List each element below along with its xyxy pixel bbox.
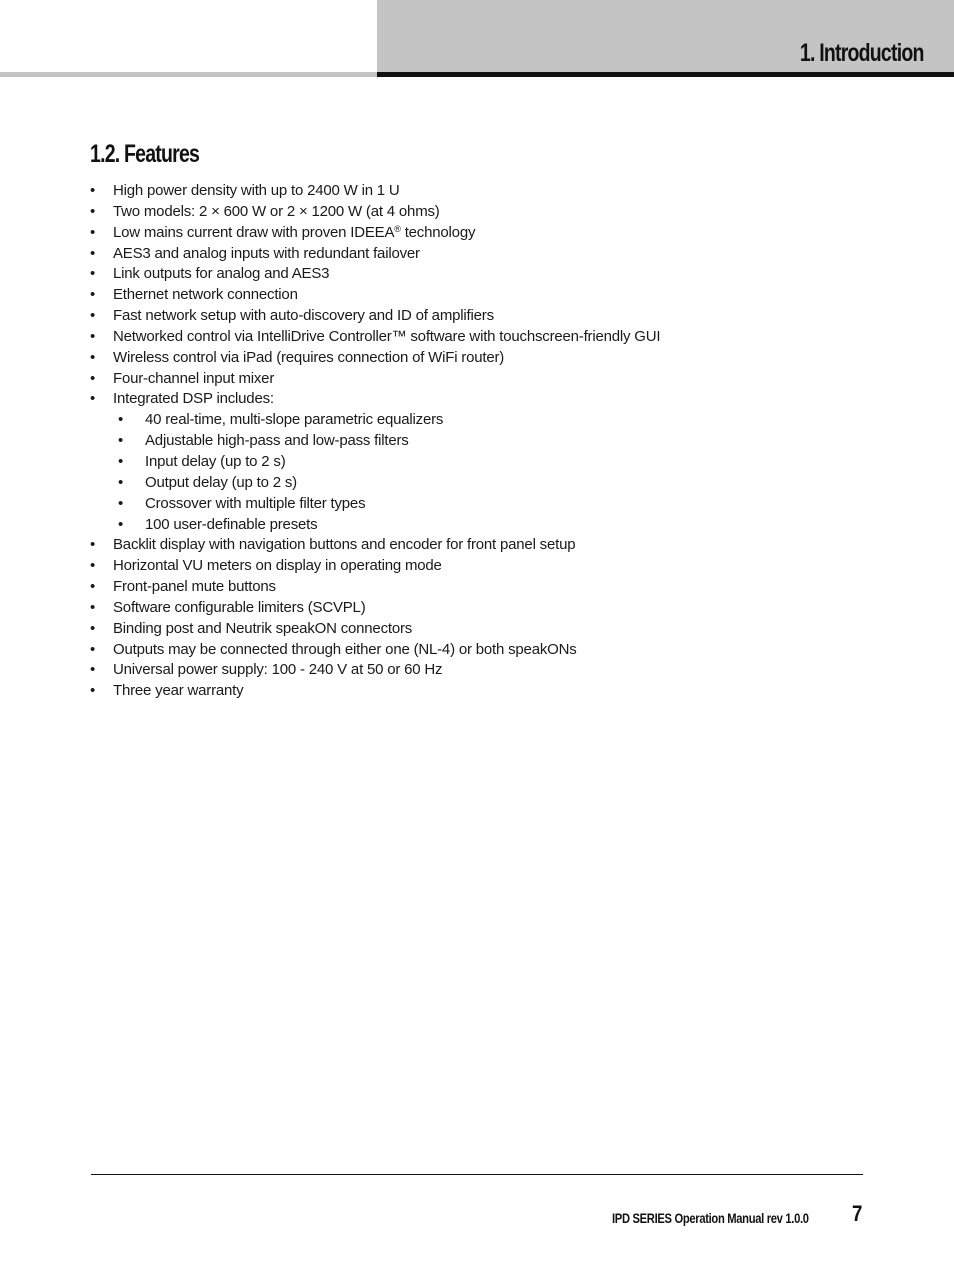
bullet-icon: • (118, 452, 124, 470)
list-item-text: Three year warranty (113, 682, 244, 700)
sub-list-item (90, 452, 850, 473)
list-item (90, 556, 850, 577)
bullet-icon: • (90, 682, 96, 700)
list-item (90, 223, 850, 244)
header-rule-left (0, 72, 377, 77)
list-item (90, 369, 850, 390)
list-item (90, 285, 850, 306)
list-item-text: Wireless control via iPad (requires connection of WiFi router) (113, 348, 505, 366)
bullet-icon: • (90, 327, 96, 345)
list-item-text: Horizontal VU meters on display in operating mode (113, 557, 442, 575)
list-item (90, 306, 850, 327)
list-item-text: Adjustable high-pass and low-pass filters (145, 432, 409, 450)
list-item (90, 598, 850, 619)
bullet-icon: • (90, 265, 96, 283)
list-item-text: 40 real-time, multi-slope parametric equalizers (145, 411, 444, 429)
sub-list-item (90, 515, 850, 536)
chapter-title: 1. Introduction (800, 39, 924, 67)
list-item (90, 348, 850, 369)
list-item-text: Binding post and Neutrik speakON connectors (113, 619, 413, 637)
list-item-text: Ethernet network connection (113, 286, 298, 304)
list-item-text: Low mains current draw with proven IDEEA (113, 223, 395, 241)
bullet-icon: • (90, 598, 96, 616)
list-item-text: Two models: 2 × 600 W or 2 × 1200 W (at 4 ohms) (113, 202, 440, 220)
list-item-text: Outputs may be connected through either one (NL-4) or both speakONs (113, 640, 577, 658)
list-item (90, 244, 850, 265)
list-item (90, 535, 850, 556)
bullet-icon: • (90, 286, 96, 304)
list-item-text: 100 user-definable presets (145, 515, 318, 533)
feature-list (90, 181, 850, 702)
list-item-text: Input delay (up to 2 s) (145, 452, 286, 470)
bullet-icon: • (118, 515, 124, 533)
list-item (90, 640, 850, 661)
list-item-text: Output delay (up to 2 s) (145, 473, 297, 491)
list-item (90, 181, 850, 202)
bullet-icon: • (90, 307, 96, 325)
list-item-text: AES3 and analog inputs with redundant failover (113, 244, 420, 262)
list-item-text: Link outputs for analog and AES3 (113, 265, 330, 283)
bullet-icon: • (90, 578, 96, 596)
list-item (90, 264, 850, 285)
list-item-text: Software configurable limiters (SCVPL) (113, 598, 366, 616)
sub-list-item (90, 431, 850, 452)
bullet-icon: • (90, 348, 96, 366)
list-item-text: Front-panel mute buttons (113, 578, 276, 596)
list-item (90, 327, 850, 348)
bullet-icon: • (118, 494, 124, 512)
sub-list-item (90, 410, 850, 431)
bullet-icon: • (90, 202, 96, 220)
header-rule-right (377, 72, 954, 77)
bullet-icon: • (90, 619, 96, 637)
registered-mark: ® (394, 223, 401, 234)
list-item-text: High power density with up to 2400 W in 1 U (113, 182, 400, 199)
bullet-icon: • (90, 557, 96, 575)
bullet-icon: • (90, 661, 96, 679)
list-item-text: Integrated DSP includes: (113, 390, 274, 408)
bullet-icon: • (90, 640, 96, 658)
sub-list-item (90, 494, 850, 515)
bullet-icon: • (90, 536, 96, 554)
list-item-text: Universal power supply: 100 - 240 V at 50 or 60 Hz (113, 661, 443, 679)
list-item (90, 202, 850, 223)
list-item-text: Crossover with multiple filter types (145, 494, 366, 512)
bullet-icon: • (90, 223, 96, 241)
bullet-icon: • (90, 244, 96, 262)
list-item (90, 619, 850, 640)
footer-rule (91, 1174, 863, 1175)
list-item-text: Networked control via IntelliDrive Controller™ software with touchscreen-friendly GUI (113, 327, 661, 345)
list-item-text: Fast network setup with auto-discovery and ID of amplifiers (113, 307, 494, 325)
bullet-icon: • (118, 473, 124, 491)
list-item (90, 577, 850, 598)
list-item-text: Four-channel input mixer (113, 369, 275, 387)
list-item-text: Backlit display with navigation buttons and encoder for front panel setup (113, 536, 576, 554)
bullet-icon: • (90, 390, 96, 408)
list-item (90, 660, 850, 681)
bullet-icon: • (118, 432, 124, 450)
section-title: 1.2. Features (90, 140, 200, 168)
page-number: 7 (852, 1201, 863, 1226)
bullet-icon: • (90, 182, 96, 199)
list-item (90, 681, 850, 702)
sub-list-item (90, 473, 850, 494)
footer-manual-label: IPD SERIES Operation Manual rev 1.0.0 (612, 1210, 809, 1226)
list-item (90, 389, 850, 410)
bullet-icon: • (118, 411, 124, 429)
bullet-icon: • (90, 369, 96, 387)
list-item-text-suffix: technology (400, 223, 476, 241)
